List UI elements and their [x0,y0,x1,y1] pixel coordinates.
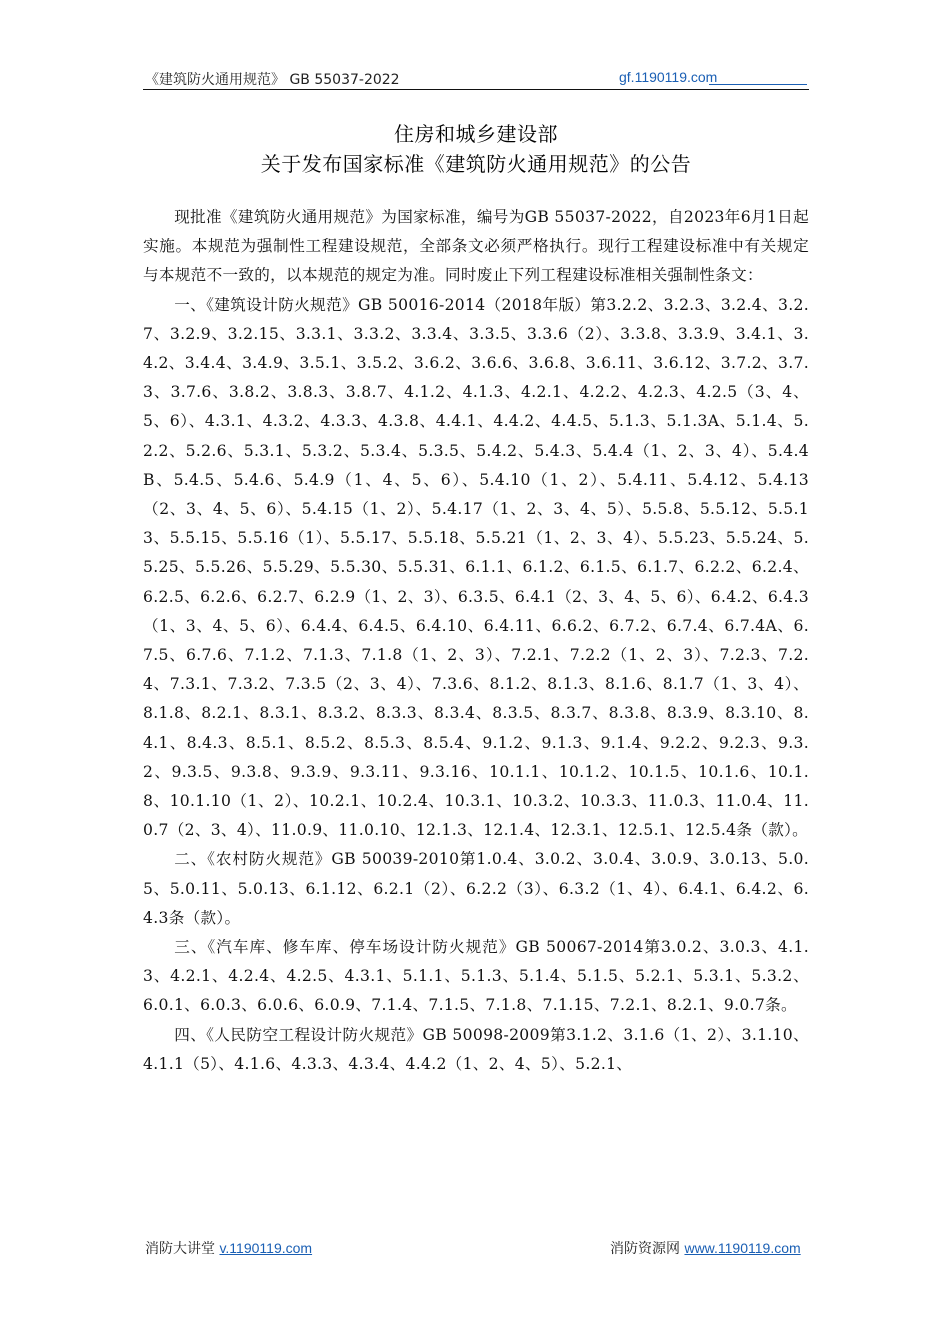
header-link-underline [709,84,807,85]
intro-paragraph: 现批准《建筑防火通用规范》为国家标准，编号为GB 55037-2022，自2023年6月1日起实施。本规范为强制性工程建设规范，全部条文必须严格执行。现行工程建设标准中有关规定与本规范不一致的，以本规范的规定为准。同时废止下列工程建设标准相关强制性条文： [143,208,809,285]
header-document-name: 《建筑防火通用规范》 GB 55037-2022 [145,72,400,88]
footer-right-label: 消防资源网 [610,1241,680,1257]
header-rule [143,89,809,90]
item-three-paragraph: 三、《汽车库、修车库、停车场设计防火规范》GB 50067-2014第3.0.2、3.0.3、4.1.3、4.2.1、4.2.4、4.2.5、4.3.1、5.1.1、5.1.3、5.1.4、5.1.5、5.2.1、5.3.1、5.3.2、6.0.1、6.0.3、6.0.6、6.0.9、7.1.4、7.1.5、7.1.8、7.1.15、7.2.1、8.2.1、9.0.7条。 [143,938,809,1015]
item-four-paragraph: 四、《人民防空工程设计防火规范》GB 50098-2009第3.1.2、3.1.6（1、2）、3.1.10、4.1.1（5）、4.1.6、4.3.3、4.3.4、4.4.2（1、2、4、5）、5.2.1、 [143,1025,809,1073]
footer-left-link[interactable]: v.1190119.com [219,1240,313,1256]
footer-right-link[interactable]: www.1190119.com [684,1240,801,1256]
announcement-title: 关于发布国家标准《建筑防火通用规范》的公告 [260,152,692,176]
announcement-body [143,203,809,1079]
item-one-paragraph: 一、《建筑设计防火规范》GB 50016-2014（2018年版）第3.2.2、3.2.3、3.2.4、3.2.7、3.2.9、3.2.15、3.3.1、3.3.2、3.3.4、3.3.5、3.3.6（2）、3.3.8、3.3.9、3.4.1、3.4.2、3.4.4、3.4.9、3.5.1、3.5.2、3.6.2、3.6.6、3.6.8、3.6.11、3.6.12、3.7.2、3.7.3、3.7.6、3.8.2、3.8.3、3.8.7、4.1.2、4.1.3、4.2.1、4.2.2、4.2.3、4.2.5（3、4、5、6）、4.3.1、4.3.2、4.3.3、4.3.8、4.4.1、4.4.2、4.4.5、5.1.3、5.1.3A、5.1.4、5.2.2、5.2.6、5.3.1、5.3.2、5.3.4、5.3.5、5.4.2、5.4.3、5.4.4（1、2、3、4）、5.4.4B、5.4.5、5.4.6、5.4.9（1、4、5、6）、5.4.10（1、2）、5.4.11、5.4.12、5.4.13（2、3、4、5、6）、5.4.15（1、2）、5.4.17（1、2、3、4、5）、5.5.8、5.5.12、5.5.13、5.5.15、5.5.16（1）、5.5.17、5.5.18、5.5.21（1、2、3、4）、5.5.23、5.5.24、5.5.25、5.5.26、5.5.29、5.5.30、5.5.31、6.1.1、6.1.2、6.1.5、6.1.7、6.2.2、6.2.4、6.2.5、6.2.6、6.2.7、6.2.9（1、2、3）、6.3.5、6.4.1（2、3、4、5、6）、6.4.2、6.4.3（1、3、4、5、6）、6.4.4、6.4.5、6.4.10、6.4.11、6.6.2、6.7.2、6.7.4、6.7.4A、6.7.5、6.7.6、7.1.2、7.1.3、7.1.8（1、2、3）、7.2.1、7.2.2（1、2、3）、7.2.3、7.2.4、7.3.1、7.3.2、7.3.5（2、3、4）、7.3.6、8.1.2、8.1.3、8.1.6、8.1.7（1、3、4）、8.1.8、8.2.1、8.3.1、8.3.2、8.3.3、8.3.4、8.3.5、8.3.7、8.3.8、8.3.9、8.3.10、8.4.1、8.4.3、8.5.1、8.5.2、8.5.3、8.5.4、9.1.2、9.1.3、9.1.4、9.2.2、9.2.3、9.3.2、9.3.5、9.3.8、9.3.9、9.3.11、9.3.16、10.1.1、10.1.2、10.1.5、10.1.6、10.1.8、10.1.10（1、2）、10.2.1、10.2.4、10.3.1、10.3.2、10.3.3、11.0.3、11.0.4、11.0.7（2、3、4）、11.0.9、11.0.10、12.1.3、12.1.4、12.3.1、12.5.1、12.5.4条（款）。 [143,295,809,840]
announcement-issuer: 住房和城乡建设部 [394,122,558,146]
header-site-link[interactable]: gf.1190119.com [619,69,718,85]
footer-right [610,1238,801,1258]
footer-left-label: 消防大讲堂 [145,1241,215,1257]
item-two-paragraph: 二、《农村防火规范》GB 50039-2010第1.0.4、3.0.2、3.0.4、3.0.9、3.0.13、5.0.5、5.0.11、5.0.13、6.1.12、6.2.1（2）、6.2.2（3）、6.3.2（1、4）、6.4.1、6.4.2、6.4.3条（款）。 [143,850,809,927]
footer-left [145,1238,312,1258]
